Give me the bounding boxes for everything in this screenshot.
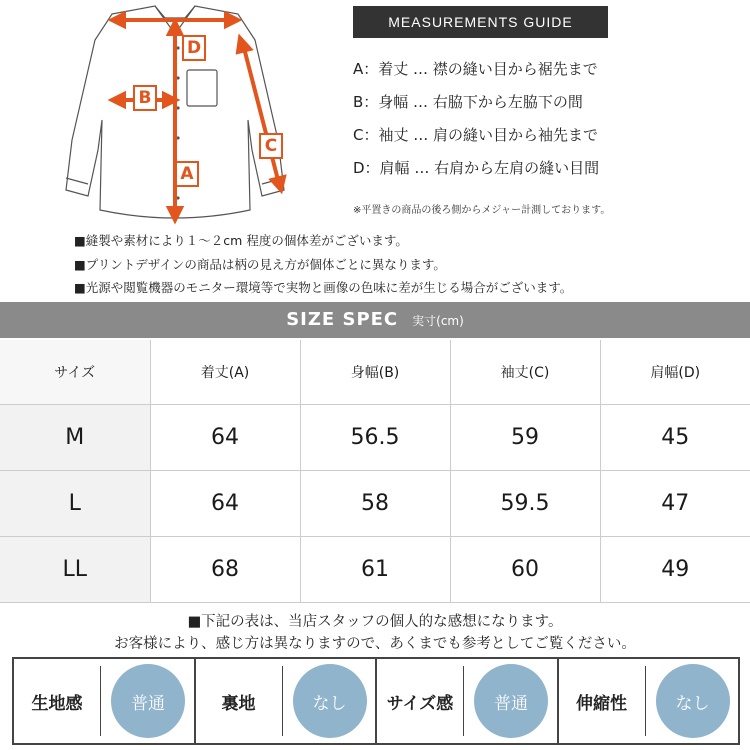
cell-value: 61: [300, 536, 450, 602]
header-size: サイズ: [0, 340, 150, 404]
feel-badge: 普通: [474, 664, 548, 738]
divider: [645, 666, 646, 736]
feel-cell-fabric: [14, 659, 196, 743]
cell-size: M: [0, 404, 150, 470]
feel-badge: 普通: [111, 664, 185, 738]
shirt-diagram: [40, 0, 330, 230]
feel-note-line-2: お客様により、感じ方は異なりますので、あくまでも参考としてご覧ください。: [114, 636, 636, 652]
guide-note: ※平置きの商品の後ろ側からメジャー計測しております。: [353, 205, 611, 216]
note-line: ■プリントデザインの商品は柄の見え方が個体ごとに異なります。: [74, 257, 446, 272]
cell-value: 49: [600, 536, 750, 602]
size-table: [0, 340, 750, 603]
feel-badge: なし: [656, 664, 730, 738]
size-spec-bar: [0, 302, 750, 338]
table-row: [0, 470, 750, 536]
table-row: [0, 536, 750, 602]
cell-value: 64: [150, 470, 300, 536]
note-line: ■縫製や素材により１～２cm 程度の個体差がございます。: [74, 233, 408, 248]
feel-table: [12, 657, 740, 745]
cell-value: 56.5: [300, 404, 450, 470]
cell-value: 68: [150, 536, 300, 602]
divider: [463, 666, 464, 736]
guide-line-a: A：着丈 … 襟の縫い目から裾先まで: [353, 60, 598, 78]
feel-cell-stretch: [559, 659, 739, 743]
cell-value: 47: [600, 470, 750, 536]
cell-size: LL: [0, 536, 150, 602]
header-sleeve: 袖丈(C): [450, 340, 600, 404]
table-row: [0, 404, 750, 470]
feel-note-line-1: ■下記の表は、当店スタッフの個人的な感想になります。: [187, 614, 563, 630]
divider: [100, 666, 101, 736]
note-line: ■光源や閲覧機器のモニター環境等で実物と画像の色味に差が生じる場合がございます。: [74, 280, 573, 295]
cell-value: 64: [150, 404, 300, 470]
table-header-row: [0, 340, 750, 404]
feel-label: サイズ感: [386, 693, 454, 714]
divider: [282, 666, 283, 736]
guide-title: MEASUREMENTS GUIDE: [353, 6, 608, 38]
feel-label: 伸縮性: [576, 693, 627, 714]
label-d: D: [186, 38, 202, 58]
label-b: B: [138, 88, 152, 108]
guide-line-b: B：身幅 … 右脇下から左脇下の間: [353, 93, 583, 111]
feel-label: 裏地: [221, 693, 256, 714]
cell-value: 59: [450, 404, 600, 470]
size-spec-title: SIZE SPEC: [286, 309, 399, 330]
shirt-illustration: [40, 0, 330, 230]
label-c: C: [264, 136, 278, 156]
size-spec-unit: 実寸(cm): [412, 314, 464, 328]
feel-cell-lining: [196, 659, 378, 743]
feel-cell-fit: [377, 659, 559, 743]
feel-badge: なし: [293, 664, 367, 738]
feel-label: 生地感: [31, 693, 83, 714]
cell-value: 45: [600, 404, 750, 470]
label-a: A: [180, 164, 194, 184]
cell-value: 58: [300, 470, 450, 536]
guide-line-c: C：袖丈 … 肩の縫い目から袖先まで: [353, 126, 599, 144]
guide-line-d: D：肩幅 … 右肩から左肩の縫い目間: [353, 159, 600, 177]
header-shoulder: 肩幅(D): [600, 340, 750, 404]
header-length: 着丈(A): [150, 340, 300, 404]
cell-value: 59.5: [450, 470, 600, 536]
cell-size: L: [0, 470, 150, 536]
header-width: 身幅(B): [300, 340, 450, 404]
cell-value: 60: [450, 536, 600, 602]
